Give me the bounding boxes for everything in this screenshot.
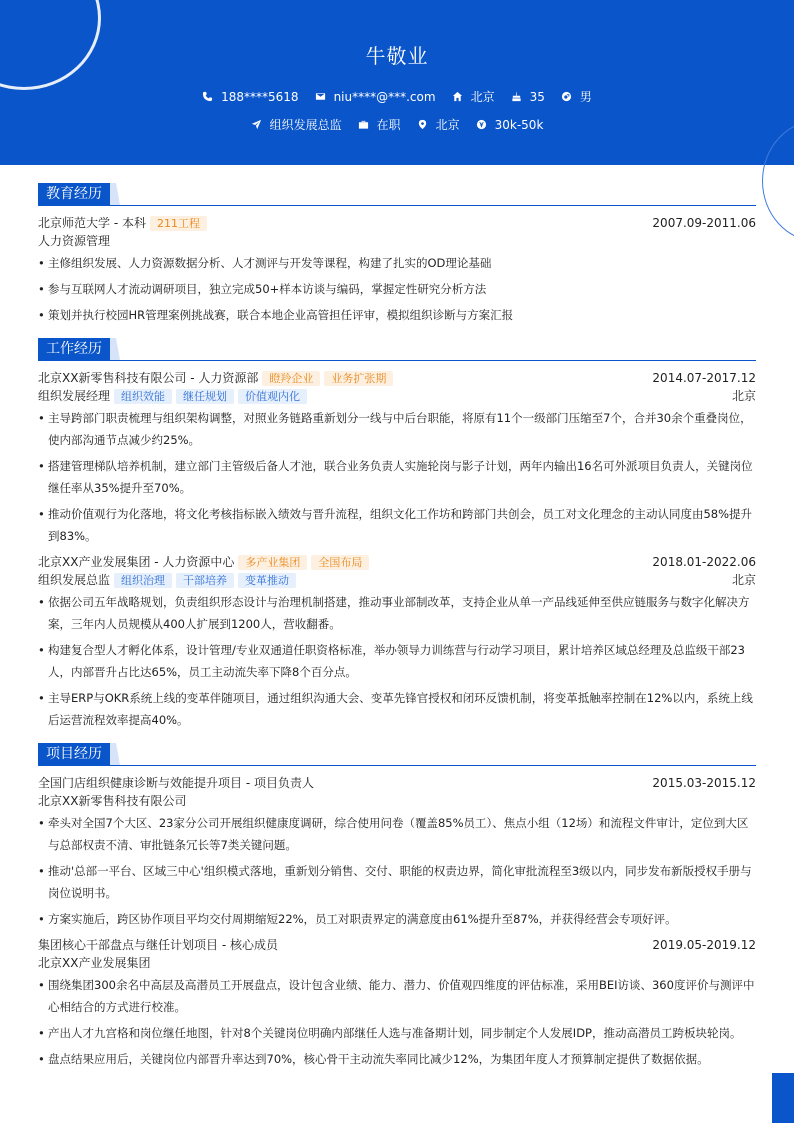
residence-text: 北京 xyxy=(470,90,495,104)
location-icon xyxy=(417,119,428,130)
project-name-line xyxy=(38,936,756,954)
project-org: 北京XX产业发展集团 xyxy=(38,956,151,970)
target-city-text: 北京 xyxy=(435,118,460,132)
company-tag: 瞪羚企业 xyxy=(262,371,320,386)
briefcase-icon xyxy=(358,119,369,130)
resume-body xyxy=(38,183,756,1082)
phone-icon xyxy=(202,91,213,102)
list-item: • 搭建管理梯队培养机制，建立部门主管级后备人才池，联合业务负责人实施轮岗与影子计划，两年内输出16名可外派项目负责人，关键岗位继任率从35%提升至70%。 xyxy=(38,455,756,499)
list-item: • 主修组织发展、人力资源数据分析、人才测评与开发等课程，构建了扎实的OD理论基础 xyxy=(38,252,756,274)
major: 人力资源管理 xyxy=(38,234,111,248)
education-major-line xyxy=(38,232,756,250)
age-item xyxy=(511,90,545,104)
phone-text: 188****5618 xyxy=(221,89,299,104)
list-item: • 盘点结果应用后，关键岗位内部晋升率达到70%，核心骨干主动流失率同比减少12%，为集团年度人才预算制定提供了数据依据。 xyxy=(38,1048,756,1070)
job-city: 北京 xyxy=(731,389,756,403)
phone-item xyxy=(202,90,298,104)
work-header xyxy=(38,338,756,361)
list-item: • 推动价值观行为化落地，将文化考核指标嵌入绩效与晋升流程，组织文化工作坊和跨部门共创会，员工对文化理念的主动认同度由58%提升到83%。 xyxy=(38,503,756,547)
work-title: 工作经历 xyxy=(38,338,110,360)
gender-text: 男 xyxy=(579,90,592,104)
job-bullets xyxy=(38,591,756,731)
list-item: • 牵头对全国7个大区、23家分公司开展组织健康度调研，综合使用问卷（覆盖85%员工）、焦点小组（12场）和流程文件审计，定位到大区与总部权责不清、审批链条冗长等7类关键问题。 xyxy=(38,812,756,856)
email-item xyxy=(315,90,436,104)
project-header xyxy=(38,743,756,766)
contact-row xyxy=(0,88,794,105)
list-item: • 参与互联网人才流动调研项目，独立完成50+样本访谈与编码，掌握定性研究分析方法 xyxy=(38,278,756,300)
list-item: • 策划并执行校园HR管理案例挑战赛，联合本地企业高管担任评审，模拟组织诊断与方案汇报 xyxy=(38,304,756,326)
list-item: • 推动'总部一平台、区域三中心'组织模式落地，重新划分销售、交付、职能的权责边界，简化审批流程至3级以内，同步发布新版授权手册与岗位说明书。 xyxy=(38,860,756,904)
age-text: 35 xyxy=(529,89,545,104)
list-item: • 构建复合型人才孵化体系，设计管理/专业双通道任职资格标准，举办领导力训练营与行动学习项目，累计培养区域总经理及总监级干部23人，内部晋升占比达65%，员工主动流失率下降8个百分点。 xyxy=(38,639,756,683)
job-company-line xyxy=(38,553,756,571)
role-tag: 组织效能 xyxy=(114,389,172,404)
target-position-item xyxy=(251,116,342,133)
role-tag: 继任规划 xyxy=(176,389,234,404)
residence-item xyxy=(452,88,495,105)
project-date: 2015.03-2015.12 xyxy=(652,776,756,790)
cake-icon xyxy=(511,91,522,102)
send-icon xyxy=(251,119,262,130)
job-bullets xyxy=(38,407,756,547)
resume-header xyxy=(0,0,794,165)
project-section xyxy=(38,743,756,1070)
salary-icon xyxy=(476,119,487,130)
job-role: 组织发展总监 xyxy=(38,573,111,587)
company-name: 北京XX产业发展集团 - 人力资源中心 xyxy=(38,555,235,569)
school-name: 北京师范大学 - 本科 xyxy=(38,216,146,230)
education-header xyxy=(38,183,756,206)
gender-item xyxy=(561,88,592,105)
job-entry xyxy=(38,369,756,547)
education-title: 教育经历 xyxy=(38,183,110,205)
work-section xyxy=(38,338,756,731)
list-item: • 围绕集团300余名中高层及高潜员工开展盘点，设计包含业绩、能力、潜力、价值观四维度的评估标准，采用BEI访谈、360度评价与测评中心相结合的方式进行校准。 xyxy=(38,974,756,1018)
education-section xyxy=(38,183,756,326)
email-text: niu****@***.com xyxy=(333,89,436,104)
project-bullets xyxy=(38,812,756,930)
education-school-line xyxy=(38,214,756,232)
home-icon xyxy=(452,91,463,102)
list-item: • 方案实施后，跨区协作项目平均交付周期缩短22%，员工对职责界定的满意度由61%提升至87%，并获得经营会专项好评。 xyxy=(38,908,756,930)
job-role-line xyxy=(38,571,756,589)
job-role: 组织发展经理 xyxy=(38,389,111,403)
project-name: 集团核心干部盘点与继任计划项目 - 核心成员 xyxy=(38,938,278,952)
job-date: 2014.07-2017.12 xyxy=(652,371,756,385)
mail-icon xyxy=(315,91,326,102)
job-role-line xyxy=(38,387,756,405)
job-date: 2018.01-2022.06 xyxy=(652,555,756,569)
company-tag: 多产业集团 xyxy=(238,555,307,570)
list-item: • 产出人才九宫格和岗位继任地图，针对8个关键岗位明确内部继任人选与准备期计划，同步制定个人发展IDP，推动高潜员工跨板块轮岗。 xyxy=(38,1022,756,1044)
decorative-corner-block xyxy=(772,1073,794,1123)
target-city-item xyxy=(417,116,460,133)
role-tag: 干部培养 xyxy=(176,573,234,588)
candidate-name: 牛敬业 xyxy=(365,44,429,68)
project-bullets xyxy=(38,974,756,1070)
education-bullets xyxy=(38,252,756,326)
education-date: 2007.09-2011.06 xyxy=(652,216,756,230)
list-item: • 主导跨部门职责梳理与组织架构调整，对照业务链路重新划分一线与中后台职能，将原有11个一级部门压缩至7个，合并30余个重叠岗位，使内部沟通节点减少约25%。 xyxy=(38,407,756,451)
list-item: • 依据公司五年战略规划，负责组织形态设计与治理机制搭建，推动事业部制改革，支持企业从单一产品线延伸至供应链服务与数字化解决方案，三年内人员规模从400人扩展到1200人，营收翻番。 xyxy=(38,591,756,635)
school-tag: 211工程 xyxy=(150,216,207,231)
company-tag: 业务扩张期 xyxy=(324,371,393,386)
job-company-line xyxy=(38,369,756,387)
status-text: 在职 xyxy=(376,118,401,132)
role-tag: 变革推动 xyxy=(238,573,296,588)
gender-icon xyxy=(561,91,572,102)
project-org-line xyxy=(38,954,756,972)
salary-text: 30k-50k xyxy=(494,117,544,132)
role-tag: 价值观内化 xyxy=(238,389,307,404)
status-item xyxy=(358,116,401,133)
company-tag: 全国布局 xyxy=(311,555,369,570)
project-entry xyxy=(38,774,756,930)
list-item: • 主导ERP与OKR系统上线的变革伴随项目，通过组织沟通大会、变革先锋官授权和闭环反馈机制，将变革抵触率控制在12%以内，系统上线后运营流程效率提高40%。 xyxy=(38,687,756,731)
project-name: 全国门店组织健康诊断与效能提升项目 - 项目负责人 xyxy=(38,776,314,790)
company-name: 北京XX新零售科技有限公司 - 人力资源部 xyxy=(38,371,259,385)
job-intent-row xyxy=(0,116,794,133)
salary-item xyxy=(476,118,544,132)
project-entry xyxy=(38,936,756,1070)
target-position-text: 组织发展总监 xyxy=(269,118,342,132)
job-entry xyxy=(38,553,756,731)
project-name-line xyxy=(38,774,756,792)
job-city: 北京 xyxy=(731,573,756,587)
project-title: 项目经历 xyxy=(38,743,110,765)
role-tag: 组织治理 xyxy=(114,573,172,588)
project-org-line xyxy=(38,792,756,810)
project-org: 北京XX新零售科技有限公司 xyxy=(38,794,187,808)
project-date: 2019.05-2019.12 xyxy=(652,938,756,952)
